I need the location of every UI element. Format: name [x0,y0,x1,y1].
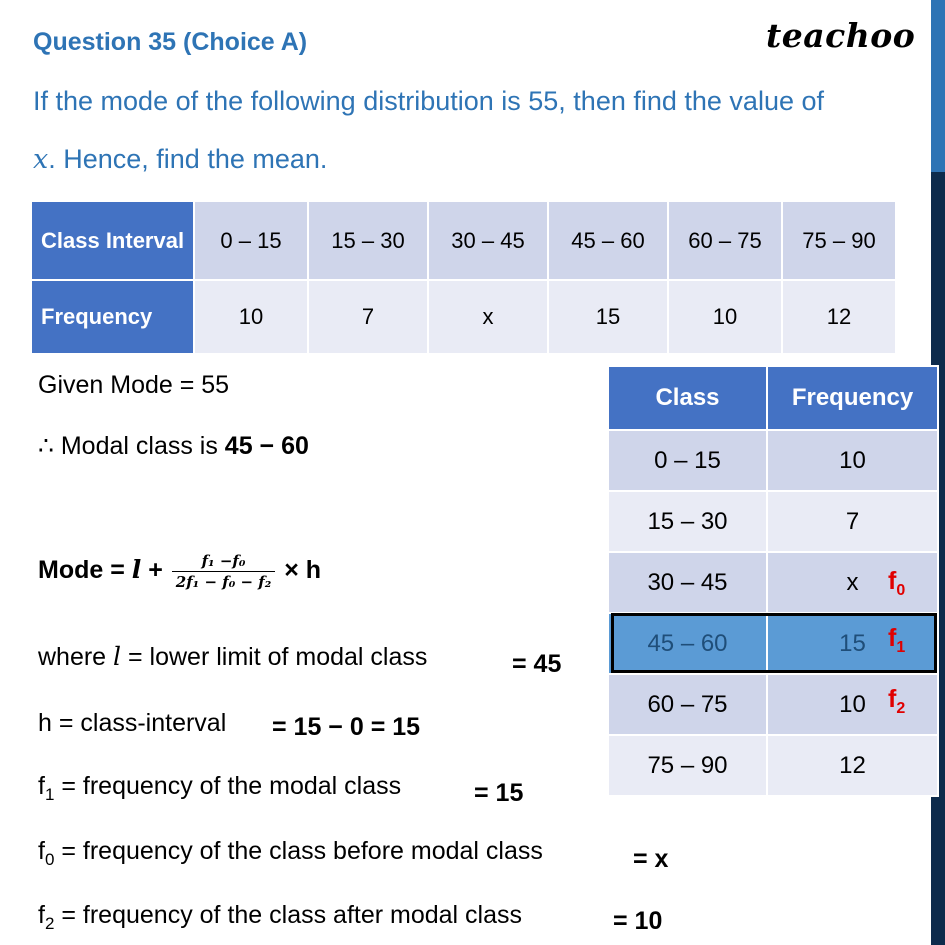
table-row [31,201,896,280]
frequency-value: 15 [839,629,866,657]
question-line-1: If the mode of the following distribution is 55, then find the value of [33,86,824,116]
h-text: h = class-interval [38,709,227,737]
modal-class-text [38,431,309,461]
class-cell: 75 – 90 [608,735,767,796]
f2-marker-letter: f [888,685,897,713]
f2-marker [888,685,905,718]
table-row [608,674,938,735]
scrollbar-thumb[interactable] [931,0,945,172]
formula-plus: + [141,556,170,585]
f0-text [38,837,543,870]
question-variable-x: x [33,144,49,175]
class-cell: 60 – 75 [608,674,767,735]
interval-cell: 75 – 90 [782,201,896,280]
formula-suffix: × h [277,556,322,585]
header-frequency: Frequency [767,366,938,430]
interval-cell: 45 – 60 [548,201,668,280]
f0-marker-subscript: 0 [896,582,906,599]
f1-subscript: 1 [44,785,55,804]
f2-marker-subscript: 2 [896,700,906,717]
frequency-cell [767,552,938,613]
row-header-class-interval: Class Interval [31,201,194,280]
fraction-denominator: 2f₁ − f₀ − f₂ [175,573,272,591]
f2-value: = 10 [613,907,663,935]
frequency-cell: 12 [767,735,938,796]
mode-formula [38,552,321,591]
f2-text [38,901,522,934]
where-prefix: where [38,643,114,671]
where-l: l [113,642,122,671]
frequency-cell: 10 [194,280,308,354]
table-row [608,735,938,796]
fraction-numerator: f₁ −f₀ [172,552,276,572]
formula-l: l [131,555,142,585]
interval-cell: 15 – 30 [308,201,428,280]
f0-subscript: 0 [44,850,55,869]
table-row [31,280,896,354]
h-value: = 15 − 0 = 15 [272,713,421,741]
modal-class-prefix: ∴ Modal class is [38,432,225,460]
formula-fraction [172,552,276,591]
table-row [608,491,938,552]
class-frequency-table [607,365,939,797]
frequency-cell [767,674,938,735]
where-l-value: = 45 [512,650,562,678]
frequency-cell: 7 [308,280,428,354]
frequency-cell: 7 [767,491,938,552]
f1-description: = frequency of the modal class [54,772,402,800]
frequency-cell: 10 [767,430,938,491]
question-line-2-text: . Hence, find the mean. [48,144,328,174]
modal-class-highlight-box [611,613,937,673]
f0-label: f [38,837,45,865]
table-row [608,430,938,491]
question-line-2 [33,144,327,175]
where-l-text [38,642,427,672]
class-cell: 0 – 15 [608,430,767,491]
frequency-value: x [846,568,859,596]
f2-label: f [38,901,45,929]
interval-cell: 0 – 15 [194,201,308,280]
f1-value: = 15 [474,779,524,807]
header-class: Class [608,366,767,430]
frequency-cell: 12 [782,280,896,354]
frequency-cell: 10 [668,280,782,354]
given-mode-text: Given Mode = 55 [38,371,230,399]
f0-value: = x [633,845,669,873]
modal-class-value: 45 − 60 [224,432,309,460]
class-cell: 15 – 30 [608,491,767,552]
f2-subscript: 2 [44,914,55,933]
class-cell: 30 – 45 [608,552,767,613]
formula-prefix: Mode = [38,556,132,585]
f0-marker [888,567,905,600]
class-cell: 45 – 60 [608,613,767,674]
interval-cell: 60 – 75 [668,201,782,280]
f0-description: = frequency of the class before modal class [54,837,543,865]
question-title: Question 35 (Choice A) [33,28,308,56]
interval-cell: 30 – 45 [428,201,548,280]
frequency-cell: 15 [548,280,668,354]
f2-description: = frequency of the class after modal class [54,901,523,929]
f1-marker-subscript: 1 [896,639,906,656]
row-header-frequency: Frequency [31,280,194,354]
frequency-cell: x [428,280,548,354]
table-row [608,552,938,613]
f1-label: f [38,772,45,800]
f0-marker-letter: f [888,567,897,595]
table-header-row [608,366,938,430]
distribution-table [30,200,897,355]
f1-marker-letter: f [888,624,897,652]
where-rest: = lower limit of modal class [121,643,428,671]
f1-text [38,772,401,805]
teachoo-logo: teachoo [766,16,916,55]
frequency-value: 10 [839,690,866,718]
